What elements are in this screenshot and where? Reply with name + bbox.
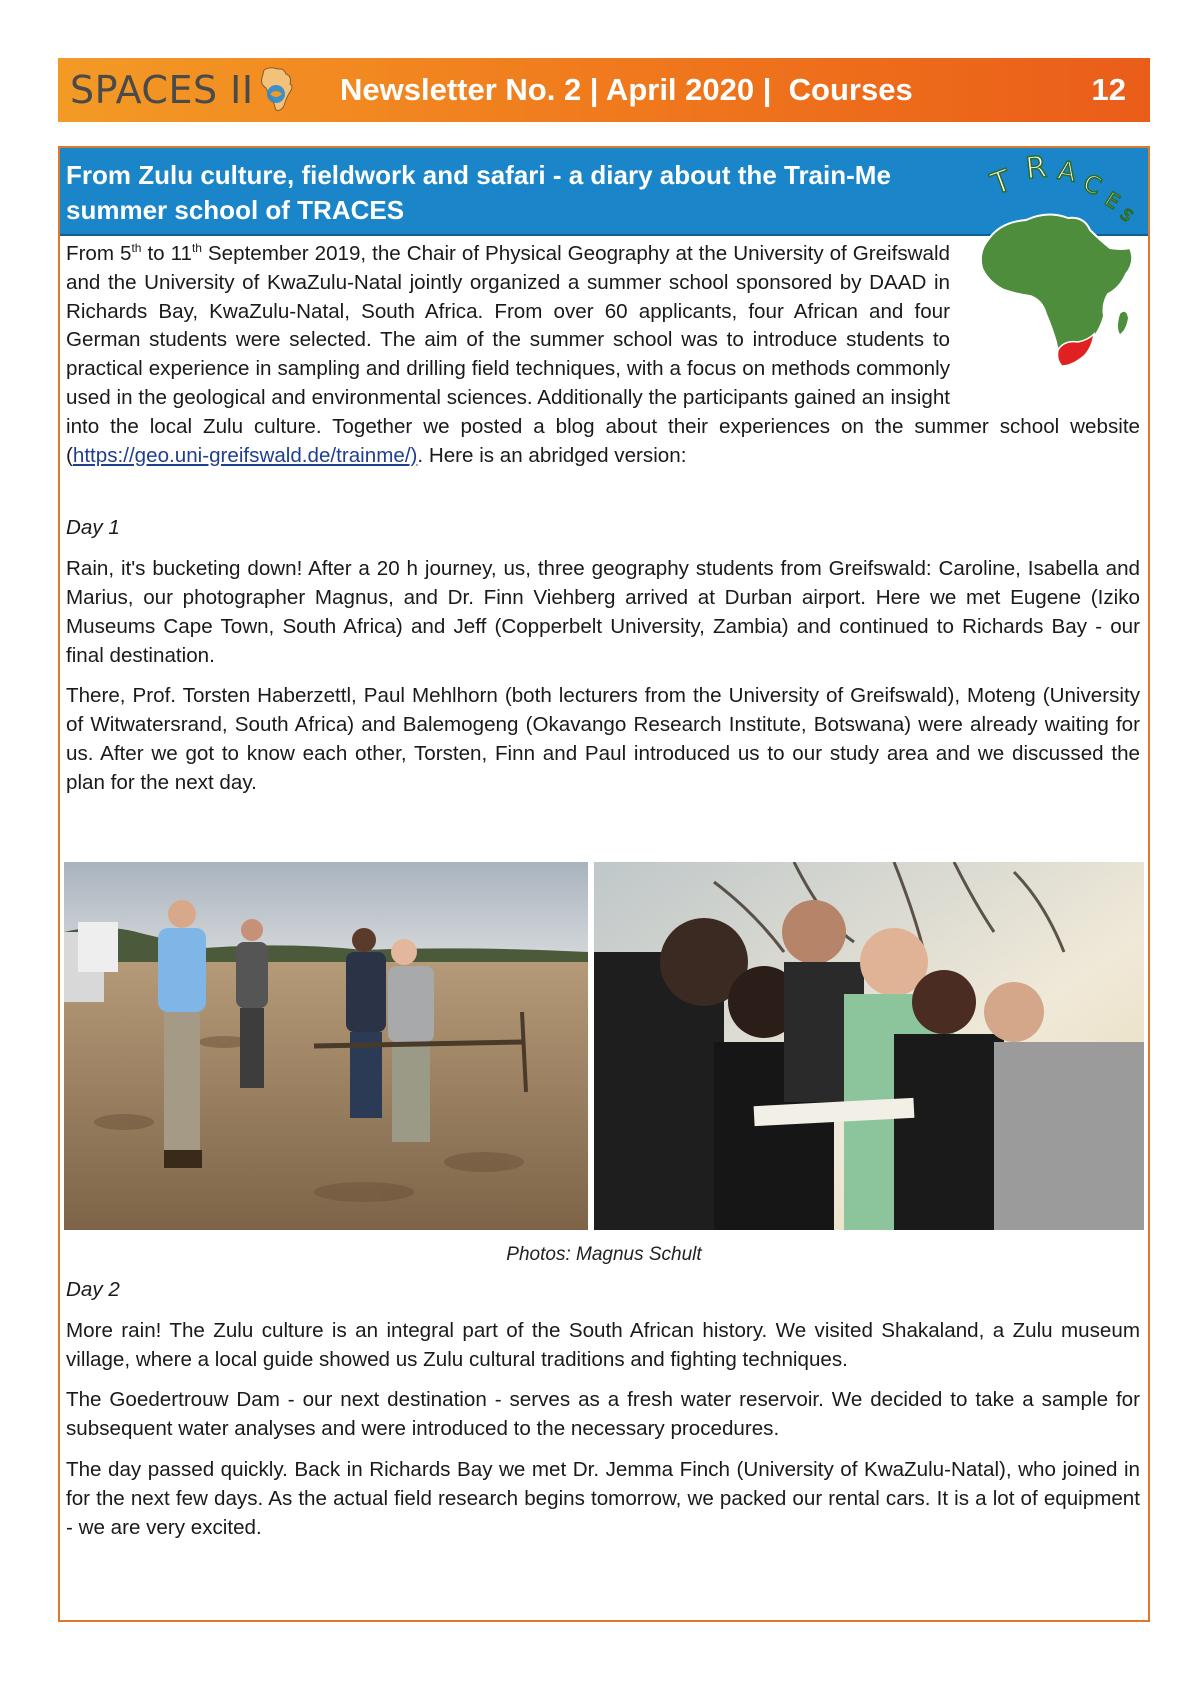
newsletter-header — [58, 58, 1150, 122]
intro-paragraph — [66, 240, 1140, 470]
intro-text: to 11 — [141, 242, 192, 265]
day-2-paragraph-1: More rain! The Zulu culture is an integral part of the South African history. We visited Shakaland, a Zulu museum village, where a local guide showed us Zulu cultural traditions and fighting techniques. — [66, 1318, 1140, 1371]
photo-caption: Photos: Magnus Schult — [506, 1244, 702, 1265]
header-title: Newsletter No. 2 | April 2020 | Courses — [340, 72, 913, 107]
traces-letter: E — [1100, 186, 1125, 214]
ordinal-suffix: th — [131, 241, 142, 256]
article-body — [66, 240, 1140, 810]
day-2-heading: Day 2 — [66, 1278, 120, 1301]
logo-float-spacer — [950, 240, 1140, 390]
fieldwork-photo — [64, 862, 588, 1230]
day-2-paragraph-3: The day passed quickly. Back in Richards Bay we met Dr. Jemma Finch (University of KwaZulu-Natal), who joined in for the next few days. As the actual field research begins tomorrow, we packed our rental cars. It is a lot of equipment - we are very excited. — [66, 1457, 1140, 1539]
fieldwork-photo-image — [64, 862, 588, 1230]
intro-text: September 2019, the Chair of Physical Geography at the University of Greifswald and the University of KwaZulu-Natal jointly organized a summer school sponsored by DAAD in Richards Bay, KwaZulu-Natal, South Africa. From over 60 applicants, four African and four German students were selected. The aim of the summer school was to introduce students to practical experience in sampling and drilling field techniques, with a focus on methods commonly used in the geological and environmental sciences. Additionally the participants gained an insight into the local Zulu culture. Together we posted a blog about their experiences on the summer school website ( — [66, 242, 1140, 467]
ordinal-suffix: th — [191, 241, 202, 256]
traces-letter: T — [986, 163, 1016, 203]
article-frame — [58, 146, 1150, 1622]
day-2-paragraph-2: The Goedertrouw Dam - our next destination - serves as a fresh water reservoir. We decided to take a sample for subsequent water analyses and were introduced to the necessary procedures. — [66, 1388, 1140, 1441]
africa-map-icon — [256, 64, 296, 116]
day-1-paragraph-2: There, Prof. Torsten Haberzettl, Paul Mehlhorn (both lecturers from the University of Greifswald), Moteng (University of Witwatersrand, South Africa) and Balemogeng (Okavango Research Institute, Botswana) were already waiting for us. After we got to know each other, Torsten, Finn and Paul introduced us to our study area and we discussed the plan for the next day. — [66, 684, 1140, 794]
photo-row — [64, 862, 1144, 1230]
day-1-heading: Day 1 — [66, 516, 120, 540]
group-discussion-photo-image — [594, 862, 1144, 1230]
summer-school-website-link[interactable]: https://geo.uni-greifswald.de/trainme/) — [72, 443, 418, 467]
spaces-logo — [70, 64, 296, 116]
logo-text: SPACES II — [70, 68, 254, 112]
intro-text: . Here is an abridged version: — [417, 443, 687, 467]
article-body-day-2 — [66, 1276, 1140, 1554]
traces-letter: A — [1055, 155, 1079, 189]
day-1-paragraph-1: Rain, it's bucketing down! After a 20 h journey, us, three geography students from Greifswald: Caroline, Isabella and Marius, our photographer Magnus, and Dr. Finn Viehberg arrived at Durban airport. Here we met Eugene (Iziko Museums Cape Town, South Africa) and Jeff (Copperbelt University, Zambia) and continued to Richards Bay - our final destination. — [66, 557, 1140, 667]
traces-letter: C — [1079, 168, 1106, 202]
group-discussion-photo — [594, 862, 1144, 1230]
traces-badge-text — [986, 150, 1137, 226]
intro-text: From 5 — [66, 242, 132, 265]
page-number: 12 — [1091, 72, 1126, 107]
traces-letter: R — [1024, 149, 1049, 187]
article-title: From Zulu culture, fieldwork and safari - a diary about the Train-Me summer school of TRACES — [66, 160, 891, 225]
traces-letter: S — [1116, 204, 1137, 226]
